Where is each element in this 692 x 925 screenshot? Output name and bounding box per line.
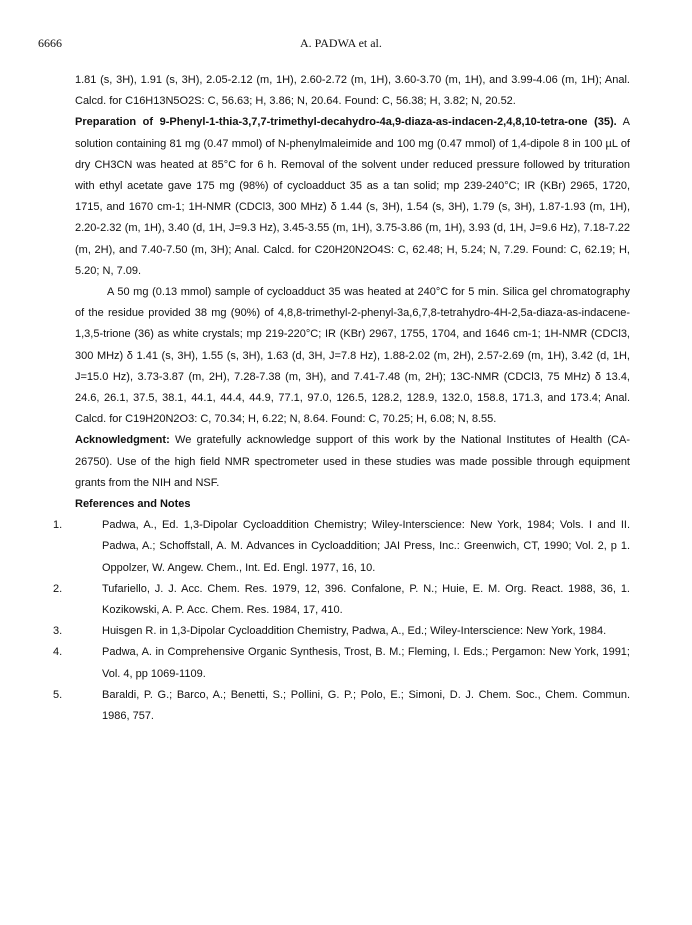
reference-number: 3. bbox=[53, 625, 63, 638]
article-body bbox=[53, 70, 630, 727]
preparation-text: A solution containing 81 mg (0.47 mmol) of N-phenylmaleimide and 100 mg (0.47 mmol) of 1,4-dipole 8 in 100 µL of dry CH3CN was heated at 85°C for 6 h. Removal of the solvent under reduced pressure followed by trituration with ethyl acetate gave 175 mg (98%) of cycloadduct 35 as a tan solid; mp 239-240°C; IR (KBr) 2965, 1720, 1715, and 1670 cm-1; 1H-NMR (CDCl3, 300 MHz) δ 1.44 (s, 3H), 1.54 (s, 3H), 1.79 (s, 3H), 1.87-1.93 (m, 1H), 2.20-2.32 (m, 1H), 3.40 (d, 1H, J=9.3 Hz), 3.45-3.55 (m, 1H), 3.75-3.86 (m, 1H), 3.93 (d, 1H, J=9.6 Hz), 7.18-7.22 (m, 2H), and 7.40-7.50 (m, 3H); Anal. Calcd. for C20H20N2O4S: C, 62.48; H, 5.24; N, 7.29. Found: C, 62.19; H, 5.20; N, 7.09. bbox=[75, 116, 630, 277]
acknowledgment-heading: Acknowledgment: bbox=[75, 434, 170, 447]
reference-item bbox=[53, 579, 630, 621]
reference-text: Huisgen R. in 1,3-Dipolar Cycloaddition Chemistry, Padwa, A., Ed.; Wiley-Interscience: New York, 1984. bbox=[102, 625, 607, 638]
reference-text: Baraldi, P. G.; Barco, A.; Benetti, S.; Pollini, G. P.; Polo, E.; Simoni, D. J. Chem. Soc., Chem. Commun. 1986, 757. bbox=[102, 688, 630, 723]
reference-number: 1. bbox=[53, 519, 63, 532]
acknowledgment bbox=[75, 430, 630, 494]
reference-number: 4. bbox=[53, 646, 63, 659]
reference-item bbox=[53, 642, 630, 684]
reference-item bbox=[53, 621, 630, 642]
paragraph-characterization-34: 1.81 (s, 3H), 1.91 (s, 3H), 2.05-2.12 (m, 1H), 2.60-2.72 (m, 1H), 3.60-3.70 (m, 1H), and 3.99-4.06 (m, 1H); Anal. Calcd. for C16H13N5O2S: C, 56.63; H, 3.86; N, 20.64. Found: C, 56.38; H, 3.82; N, 20.52. bbox=[75, 74, 630, 108]
paragraph-preparation-35 bbox=[75, 112, 630, 282]
reference-text: Padwa, A. in Comprehensive Organic Synthesis, Trost, B. M.; Fleming, I. Eds.; Pergamon: New York, 1991; Vol. 4, pp 1069-1109. bbox=[102, 646, 630, 680]
preparation-heading: Preparation of 9-Phenyl-1-thia-3,7,7-trimethyl-decahydro-4a,9-diaza-as-indacen-2,4,8,10-tetra-one (35). bbox=[75, 116, 617, 129]
reference-number: 5. bbox=[53, 688, 63, 701]
reference-text: Padwa, A., Ed. 1,3-Dipolar Cycloaddition Chemistry; Wiley-Interscience: New York, 1984; Vols. I and II. Padwa, A.; Schoffstall, A. M. Advances in Cycloaddition; JAI Press, Inc.: Greenwich, CT, 1990; Vol. 2, p 1. Oppolzer, W. Angew. Chem., Int. Ed. Engl. 1977, 16, 10. bbox=[102, 519, 630, 574]
reference-text: Tufariello, J. J. Acc. Chem. Res. 1979, 12, 396. Confalone, P. N.; Huie, E. M. Org. React. 1988, 36, 1. Kozikowski, A. P. Acc. Chem. Res. 1984, 17, 410. bbox=[102, 582, 630, 617]
reference-item bbox=[53, 685, 630, 727]
acknowledgment-text: We gratefully acknowledge support of this work by the National Institutes of Health (CA-26750). Use of the high field NMR spectrometer used in these studies was made possible through equipment grants from the NIH and NSF. bbox=[75, 434, 630, 489]
running-header-author: A. PADWA et al. bbox=[300, 36, 382, 50]
page-number: 6666 bbox=[38, 36, 62, 50]
references-heading: References and Notes bbox=[75, 498, 191, 511]
reference-number: 2. bbox=[53, 582, 63, 595]
references-list bbox=[53, 515, 630, 727]
reference-item bbox=[53, 515, 630, 579]
paragraph-thermolysis-36: A 50 mg (0.13 mmol) sample of cycloadduct 35 was heated at 240°C for 5 min. Silica gel chromatography of the residue provided 38 mg (90%) of 4,8,8-trimethyl-2-phenyl-3a,6,7,8-tetrahydro-4H-2,5a-diaza-as-indacene-1,3,5-trione (36) as white crystals; mp 219-220°C; IR (KBr) 2967, 1755, 1704, and 1646 cm-1; 1H-NMR (CDCl3, 300 MHz) δ 1.41 (s, 3H), 1.55 (s, 3H), 1.63 (d, 3H, J=7.8 Hz), 1.88-2.02 (m, 2H), 2.57-2.69 (m, 1H), 3.42 (d, 1H, J=15.0 Hz), 3.73-3.87 (m, 2H), 7.28-7.38 (m, 3H), and 7.41-7.48 (m, 2H); 13C-NMR (CDCl3, 75 MHz) δ 13.4, 24.6, 26.1, 37.5, 38.1, 44.1, 44.4, 44.9, 77.1, 97.0, 126.5, 128.2, 128.9, 132.0, 158.8, 171.3, and 173.4; Anal. Calcd. for C19H20N2O3: C, 70.34; H, 6.22; N, 8.64. Found: C, 70.25; H, 6.08; N, 8.55. bbox=[75, 286, 630, 426]
